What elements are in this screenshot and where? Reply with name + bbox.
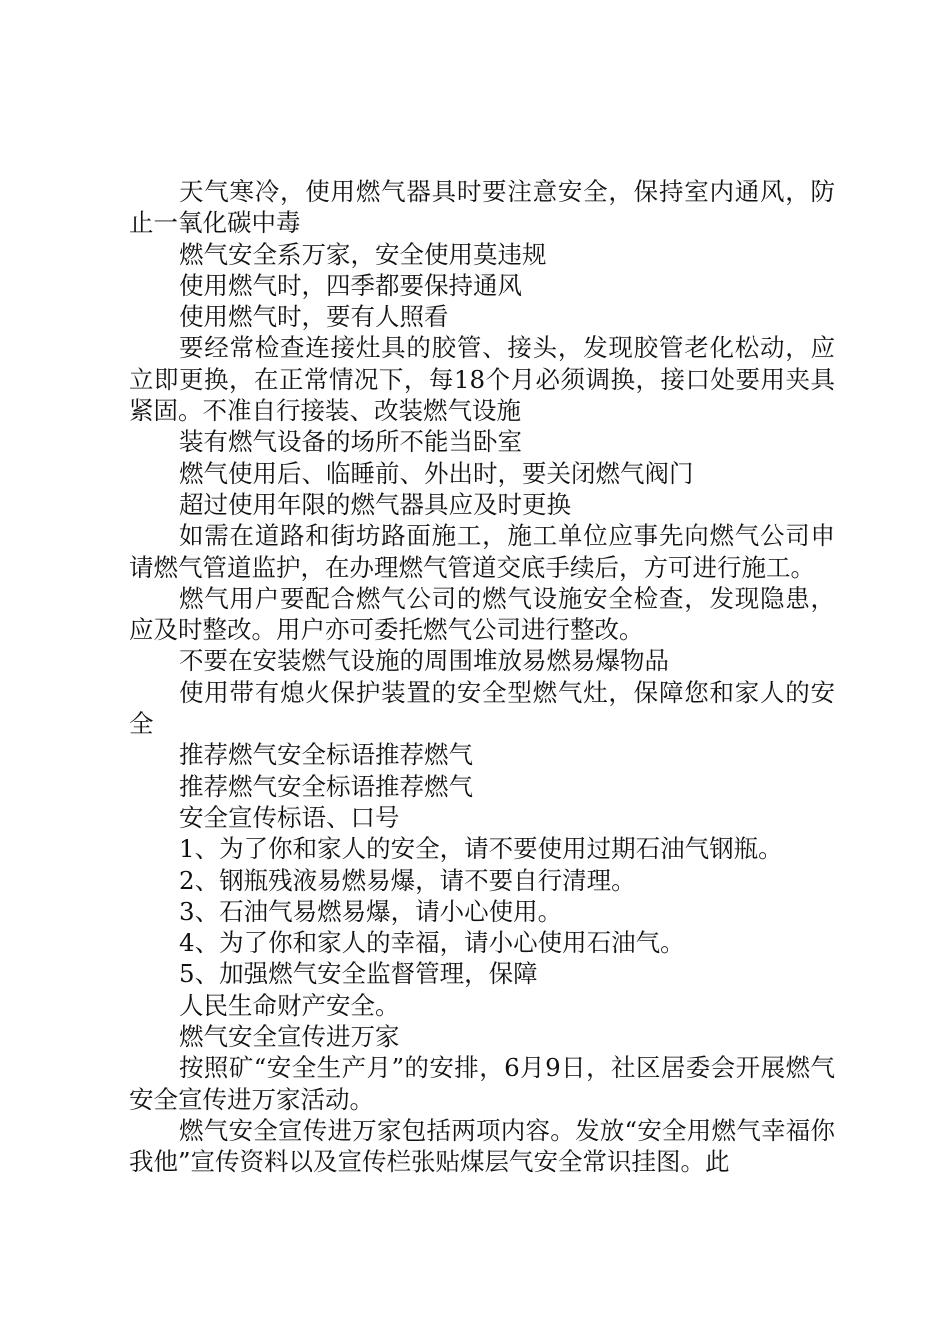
paragraph: 不要在安装燃气设施的周围堆放易燃易爆物品 [179,646,669,676]
paragraph: 使用燃气时，四季都要保持通风 [179,270,522,300]
paragraph: 使用燃气时，要有人照看 [179,302,449,332]
list-item: 2、钢瓶残液易燃易爆，请不要自行清理。 [179,865,636,895]
paragraph: 燃气安全宣传进万家包括两项内容。发放“安全用燃气幸福你我他”宣传资料以及宣传栏张贴煤层气安全常识挂图。此 [129,1115,835,1177]
section-heading: 燃气安全宣传进万家 [179,1022,400,1052]
paragraph: 燃气使用后、临睡前、外出时，要关闭燃气阀门 [179,458,694,488]
paragraph: 天气寒冷，使用燃气器具时要注意安全，保持室内通风，防止一氧化碳中毒 [129,177,835,238]
paragraph: 按照矿“安全生产月”的安排，6月9日，社区居委会开展燃气安全宣传进万家活动。 [129,1053,835,1114]
paragraph: 推荐燃气安全标语推荐燃气 [179,771,473,801]
paragraph: 安全宣传标语、口号 [179,802,400,832]
paragraph: 如需在道路和街坊路面施工，施工单位应事先向燃气公司申请燃气管道监护，在办理燃气管道交底手续后，方可进行施工。 [129,521,835,582]
list-item: 5、加强燃气安全监督管理，保障 [179,959,538,989]
paragraph: 燃气用户要配合燃气公司的燃气设施安全检查，发现隐患，应及时整改。用户亦可委托燃气公司进行整改。 [129,583,835,645]
paragraph: 使用带有熄火保护装置的安全型燃气灶，保障您和家人的安全 [129,677,835,739]
paragraph: 推荐燃气安全标语推荐燃气 [179,740,473,770]
paragraph: 装有燃气设备的场所不能当卧室 [179,427,522,457]
paragraph: 人民生命财产安全。 [179,990,400,1020]
paragraph: 要经常检查连接灶具的胶管、接头，发现胶管老化松动，应立即更换，在正常情况下，每18个月必须调换，接口处要用夹具紧固。不准自行接装、改装燃气设施 [129,333,835,426]
paragraph: 超过使用年限的燃气器具应及时更换 [179,489,571,519]
paragraph: 燃气安全系万家，安全使用莫违规 [179,239,547,269]
list-item: 4、为了你和家人的幸福，请小心使用石油气。 [179,928,685,958]
document-body [129,176,835,1178]
list-item: 3、石油气易燃易爆，请小心使用。 [179,896,563,926]
list-item: 1、为了你和家人的安全，请不要使用过期石油气钢瓶。 [179,834,783,864]
